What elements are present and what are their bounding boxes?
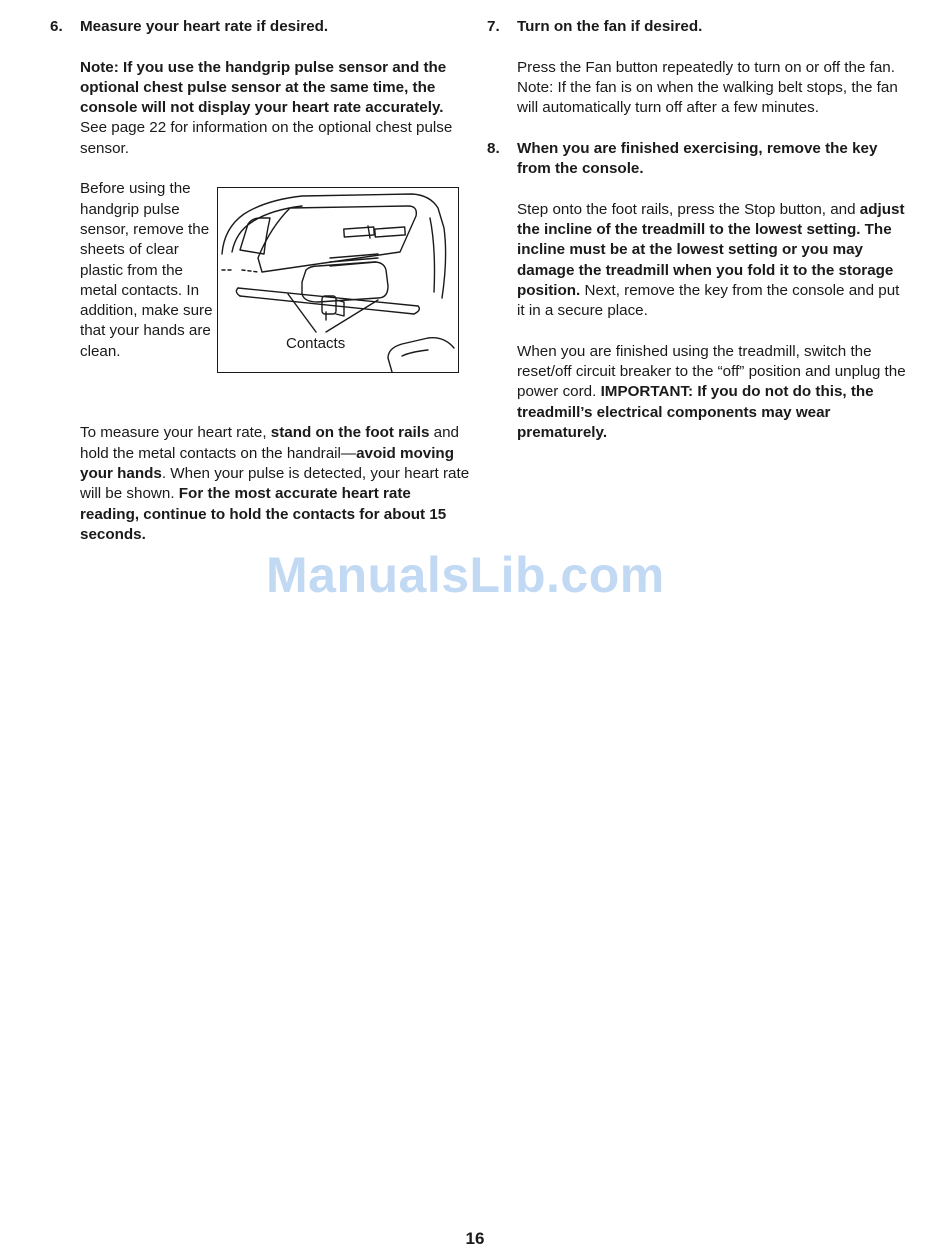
- step-8-number: 8.: [487, 139, 500, 157]
- step-6: [50, 17, 470, 545]
- step-8-paragraph-2: [517, 342, 907, 443]
- step-7-title: Turn on the fan if desired.: [517, 18, 703, 35]
- step8-p1-text-1: Step onto the foot rails, press the Stop button, and: [517, 200, 860, 218]
- measure-text-1: To measure your heart rate,: [80, 424, 271, 442]
- step-6-note-rest: See page 22 for information on the optional chest pulse sensor.: [80, 119, 453, 157]
- step-7-body: Press the Fan button repeatedly to turn on or off the fan. Note: If the fan is on when the walking belt stops, the fan will automatically turn off after a few minutes.: [517, 58, 898, 117]
- step-6-measure-paragraph: [80, 423, 470, 545]
- handgrip-contacts-figure: [217, 187, 459, 373]
- step-6-number: 6.: [50, 18, 63, 35]
- measure-bold-3: For the most accurate heart rate reading, continue to hold the contacts for about 15 seconds.: [80, 485, 447, 543]
- step-6-note-bold: Note: If you use the handgrip pulse sensor and the optional chest pulse sensor at the same time, the console will not display your heart rate accurately.: [80, 58, 447, 117]
- page-number: 16: [465, 1229, 485, 1248]
- figure-side-text: Before using the handgrip pulse sensor, remove the sheets of clear plastic from the metal contacts. In addition, make sure that your hands are clean.: [80, 180, 213, 360]
- measure-text-3: . When your pulse is detected, your heart rate will be shown.: [80, 464, 470, 503]
- step8-p2-bold-1: IMPORTANT: If you do not do this, the treadmill’s electrical components may wear prematurely.: [517, 383, 874, 441]
- step-8: [487, 139, 907, 443]
- right-column: [487, 17, 907, 443]
- step-6-note: [80, 58, 470, 159]
- step8-p1-bold-1: adjust the incline of the treadmill to the lowest setting. The incline must be at the lowest setting or you may damage the treadmill when you fold it to the storage position.: [517, 200, 905, 299]
- step-7: [487, 17, 907, 118]
- step-6-title: Measure your heart rate if desired.: [80, 18, 329, 35]
- step8-p2-text-1: When you are finished using the treadmill, switch the reset/off circuit breaker to the “off” position and unplug the power cord.: [517, 342, 906, 401]
- step-7-number: 7.: [487, 18, 500, 35]
- figure-block: [80, 179, 470, 423]
- step8-p1-text-2: Next, remove the key from the console and put it in a secure place.: [517, 281, 900, 320]
- step-8-title: When you are finished exercising, remove the key from the console.: [517, 139, 878, 178]
- left-column: [50, 17, 470, 545]
- measure-bold-1: stand on the foot rails: [270, 424, 430, 442]
- measure-bold-2: avoid moving your hands: [80, 444, 454, 482]
- measure-text-2: and hold the metal contacts on the handrail—: [80, 424, 459, 462]
- step-8-paragraph-1: [517, 200, 907, 322]
- watermark: ManualsLib.com: [266, 547, 665, 603]
- contacts-label: Contacts: [286, 335, 346, 353]
